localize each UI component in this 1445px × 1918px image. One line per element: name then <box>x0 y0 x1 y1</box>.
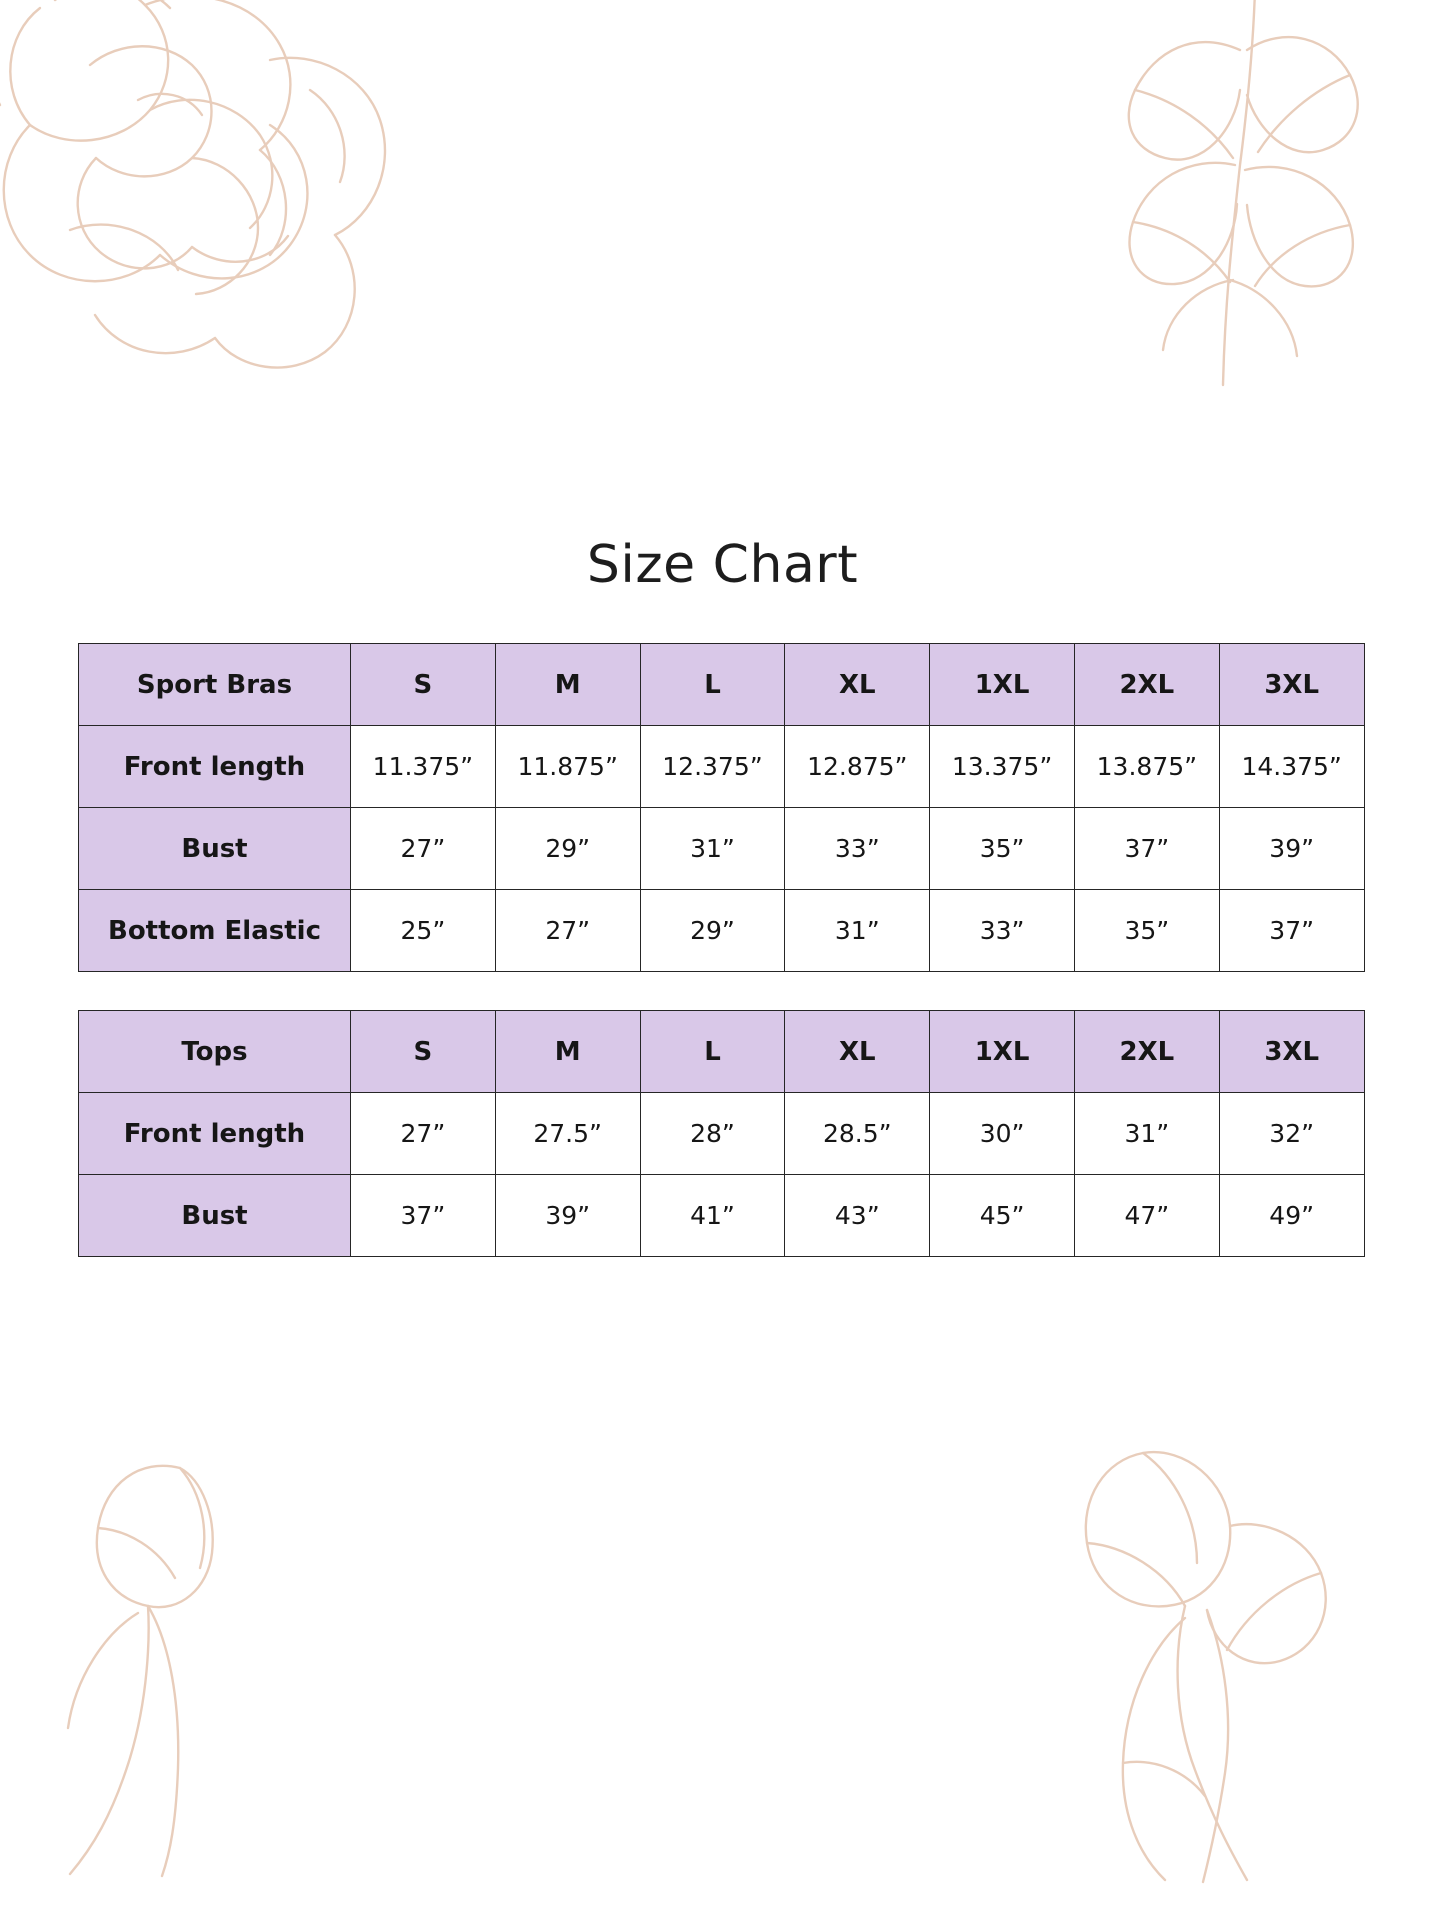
table-cell: 29” <box>640 890 785 972</box>
table-row <box>79 726 1365 808</box>
table-header-cell: S <box>351 644 496 726</box>
table-cell: 37” <box>351 1175 496 1257</box>
table-cell: 32” <box>1219 1093 1364 1175</box>
table-header-row <box>79 644 1365 726</box>
table-cell: 29” <box>495 808 640 890</box>
table-header-cell: M <box>495 1011 640 1093</box>
size-tables-container <box>78 643 1364 1295</box>
table-cell: 31” <box>785 890 930 972</box>
table-header-cell: 2XL <box>1074 644 1219 726</box>
table-cell: 39” <box>495 1175 640 1257</box>
table-cell: 43” <box>785 1175 930 1257</box>
table-header-cell: Sport Bras <box>79 644 351 726</box>
table-row <box>79 808 1365 890</box>
table-cell: 12.875” <box>785 726 930 808</box>
table-cell: 39” <box>1219 808 1364 890</box>
page-title: Size Chart <box>586 534 859 595</box>
row-label: Front length <box>79 726 351 808</box>
table-cell: 13.375” <box>930 726 1075 808</box>
tulip-line-art-icon <box>50 1438 310 1878</box>
sport-bras-size-table <box>78 643 1365 972</box>
table-header-cell: 1XL <box>930 1011 1075 1093</box>
table-row <box>79 890 1365 972</box>
table-cell: 45” <box>930 1175 1075 1257</box>
row-label: Bust <box>79 1175 351 1257</box>
table-header-cell: Tops <box>79 1011 351 1093</box>
row-label: Bust <box>79 808 351 890</box>
table-header-cell: XL <box>785 644 930 726</box>
table-cell: 27” <box>495 890 640 972</box>
table-cell: 30” <box>930 1093 1075 1175</box>
table-header-cell: 3XL <box>1219 644 1364 726</box>
tulip-leaf-line-art-icon <box>1025 1418 1385 1888</box>
tops-size-table <box>78 1010 1365 1257</box>
table-header-cell: XL <box>785 1011 930 1093</box>
table-header-cell: 3XL <box>1219 1011 1364 1093</box>
rose-line-art-icon <box>0 0 490 390</box>
table-header-cell: L <box>640 644 785 726</box>
table-cell: 31” <box>1074 1093 1219 1175</box>
table-cell: 28” <box>640 1093 785 1175</box>
table-header-row <box>79 1011 1365 1093</box>
table-header-cell: S <box>351 1011 496 1093</box>
table-cell: 28.5” <box>785 1093 930 1175</box>
table-cell: 35” <box>930 808 1075 890</box>
table-cell: 13.875” <box>1074 726 1219 808</box>
table-cell: 47” <box>1074 1175 1219 1257</box>
row-label: Front length <box>79 1093 351 1175</box>
table-row <box>79 1093 1365 1175</box>
table-cell: 33” <box>930 890 1075 972</box>
table-cell: 27” <box>351 808 496 890</box>
table-cell: 11.375” <box>351 726 496 808</box>
table-header-cell: L <box>640 1011 785 1093</box>
table-header-cell: M <box>495 644 640 726</box>
table-cell: 33” <box>785 808 930 890</box>
table-header-cell: 1XL <box>930 644 1075 726</box>
leaf-branch-line-art-icon <box>1075 0 1415 390</box>
table-cell: 37” <box>1219 890 1364 972</box>
table-cell: 37” <box>1074 808 1219 890</box>
table-cell: 27.5” <box>495 1093 640 1175</box>
table-row <box>79 1175 1365 1257</box>
table-cell: 31” <box>640 808 785 890</box>
row-label: Bottom Elastic <box>79 890 351 972</box>
table-cell: 41” <box>640 1175 785 1257</box>
table-cell: 27” <box>351 1093 496 1175</box>
table-cell: 49” <box>1219 1175 1364 1257</box>
table-cell: 14.375” <box>1219 726 1364 808</box>
table-cell: 35” <box>1074 890 1219 972</box>
table-cell: 12.375” <box>640 726 785 808</box>
table-cell: 25” <box>351 890 496 972</box>
table-cell: 11.875” <box>495 726 640 808</box>
table-header-cell: 2XL <box>1074 1011 1219 1093</box>
